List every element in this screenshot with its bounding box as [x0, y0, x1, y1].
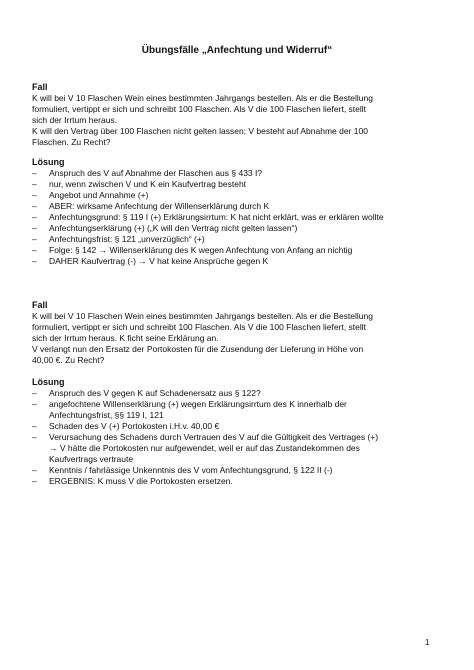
case-1-text-line: formuliert, vertippt er sich und schreibt 100 Flaschen. Als V die 100 Flaschen liefert, stellt	[32, 104, 367, 114]
case-1	[32, 82, 452, 148]
case-1-solution	[32, 157, 452, 267]
list-item: – Anspruch des V auf Abnahme der Flaschen aus § 433 I?	[32, 168, 452, 179]
case-2-solution	[32, 377, 452, 487]
list-item: – Anspruch des V gegen K auf Schadenersatz aus § 122?	[32, 388, 452, 399]
list-item	[32, 399, 452, 421]
list-item-line: Verursachung des Schadens durch Vertrauen des V auf die Gültigkeit des Vertrages (+)	[49, 432, 379, 442]
list-item: – Anfechtungsgrund: § 119 I (+) Erklärungsirrtum: K hat nicht erklärt, was er erklären wollte	[32, 212, 452, 223]
case-2-solution-list	[32, 388, 452, 487]
list-item: – DAHER Kaufvertrag (-) → V hat keine Ansprüche gegen K	[32, 256, 452, 267]
list-item: – Anfechtungserklärung (+) („K will den Vertrag nicht gelten lassen“)	[32, 223, 452, 234]
page-number: 1	[425, 638, 430, 647]
list-item: – Kenntnis / fahrlässige Unkenntnis des V vom Anfechtungsgrund, § 122 II (-)	[32, 465, 452, 476]
case-2-solution-heading: Lösung	[32, 377, 65, 387]
list-item: – ABER: wirksame Anfechtung der Willenserklärung durch K	[32, 201, 452, 212]
case-2-text-line: formuliert, vertippt er sich und schreibt 100 Flaschen. Als V die 100 Flaschen liefert, stellt	[32, 322, 367, 332]
list-item-line: angefochtene Willenserklärung (+) wegen Erklärungsirrtum des K innerhalb der	[49, 399, 347, 409]
case-1-text-line: K will den Vertrag über 100 Flaschen nicht gelten lassen; V besteht auf Abnahme der 100	[32, 126, 368, 136]
case-1-solution-list	[32, 168, 452, 267]
case-2-text-line: V verlangt nun den Ersatz der Portokosten für die Zusendung der Lieferung in Höhe von	[32, 344, 364, 354]
list-item-continuation: → V hätte die Portokosten nur aufgewendet, weil er auf das Zustandekommen des	[49, 443, 360, 453]
case-1-text-line: sich der Irrtum heraus.	[32, 115, 118, 125]
list-item: – nur, wenn zwischen V und K ein Kaufvertrag besteht	[32, 179, 452, 190]
case-2-text-line: 40,00 €. Zu Recht?	[32, 355, 105, 365]
case-2-text-line: sich der Irrtum heraus. K ficht seine Erklärung an.	[32, 333, 219, 343]
list-item: – Angebot und Annahme (+)	[32, 190, 452, 201]
case-2	[32, 300, 452, 366]
case-1-text-line: Flaschen. Zu Recht?	[32, 137, 111, 147]
document-title: Übungsfälle „Anfechtung und Widerruf“	[141, 45, 333, 56]
list-item	[32, 432, 452, 465]
list-item: – ERGEBNIS: K muss V die Portokosten ersetzen.	[32, 476, 452, 487]
list-item: – Schaden des V (+) Portokosten i.H.v. 40,00 €	[32, 421, 452, 432]
list-item-continuation: Kaufvertrags vertraute	[49, 454, 134, 464]
case-2-text-line: K will bei V 10 Flaschen Wein eines bestimmten Jahrgangs bestellen. Als er die Bestellung	[32, 311, 373, 321]
list-item-continuation: Anfechtungsfrist, §§ 119 I, 121	[49, 410, 164, 420]
case-1-solution-heading: Lösung	[32, 157, 65, 167]
case-1-text-line: K will bei V 10 Flaschen Wein eines bestimmten Jahrgangs bestellen. Als er die Bestellung	[32, 93, 373, 103]
list-item: – Folge: § 142 → Willenserklärung des K wegen Anfechtung von Anfang an nichtig	[32, 245, 452, 256]
list-item: – Anfechtungsfrist: § 121 „unverzüglich“ (+)	[32, 234, 452, 245]
case-2-heading: Fall	[32, 300, 48, 310]
case-1-heading: Fall	[32, 82, 48, 92]
